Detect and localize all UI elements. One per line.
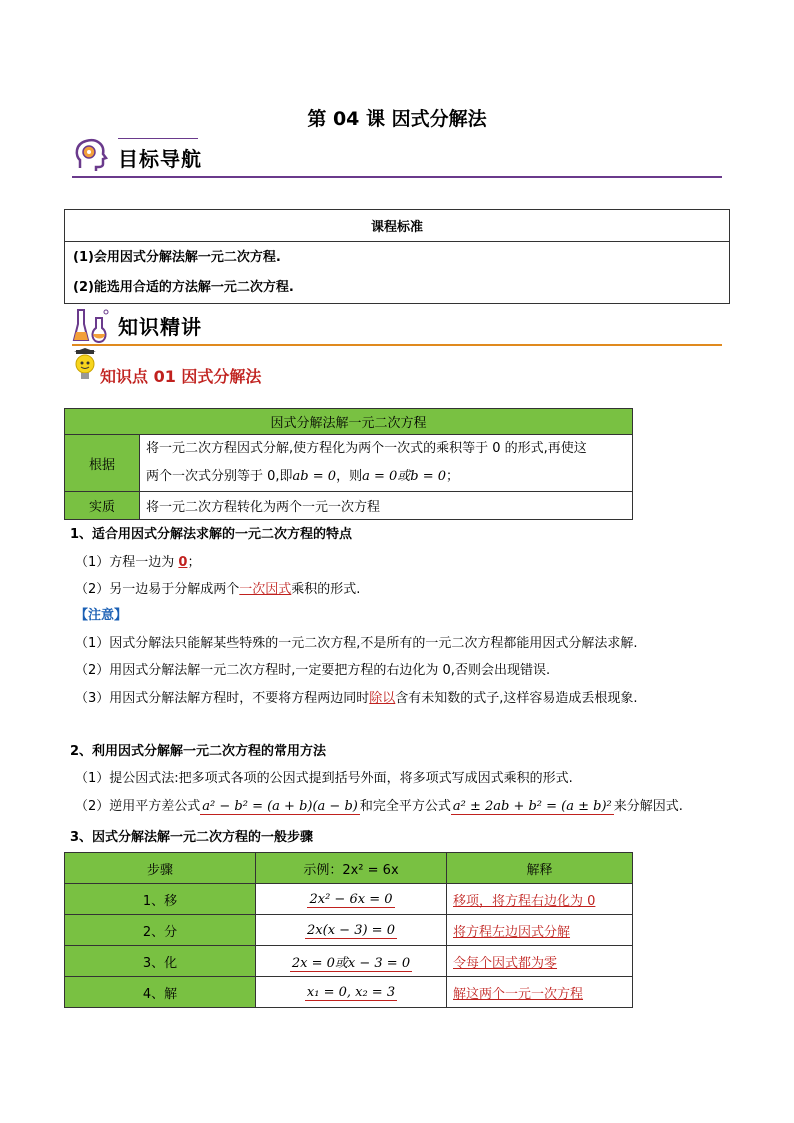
- section-header-goals: [72, 138, 722, 178]
- method-text: [140, 435, 633, 492]
- method-text-line: [146, 463, 626, 491]
- method-text-line: 将一元二次方程因式分解,使方程化为两个一次式的乘积等于 0 的形式,再使这: [146, 441, 587, 456]
- method-item: （1）提公因式法:把多项式各项的公因式提到括号外面，将多项式写成因式乘积的形式.: [75, 771, 573, 786]
- explain-cell: [447, 915, 633, 946]
- equation: 2x(x − 3) = 0: [307, 922, 395, 938]
- header-divider: [72, 344, 722, 346]
- feature-text: 乘积的形式.: [291, 582, 361, 597]
- equation: ab = 0: [292, 469, 337, 484]
- explain-cell: [447, 977, 633, 1008]
- method-table-header: 因式分解法解一元二次方程: [65, 409, 633, 435]
- step-cell: 4、解: [65, 977, 256, 1008]
- header-divider: [72, 176, 722, 178]
- table-row: [65, 977, 633, 1008]
- header-decor-line: [118, 138, 198, 139]
- feature-text: （2）另一边易于分解成两个: [75, 582, 240, 597]
- step-cell: 1、移: [65, 884, 256, 915]
- example-cell: [256, 977, 447, 1008]
- standard-item: (1)会用因式分解法解一元二次方程.: [73, 249, 281, 265]
- steps-heading: 3、因式分解法解一元二次方程的一般步骤: [70, 830, 314, 845]
- column-header: 步骤: [65, 853, 256, 884]
- equation: a = 0或b = 0: [362, 469, 447, 484]
- feature-highlight: 一次因式: [239, 582, 292, 597]
- method-text: （2）逆用平方差公式: [75, 799, 201, 814]
- method-text: 来分解因式.: [613, 799, 683, 814]
- method-label: 实质: [65, 492, 140, 520]
- example-cell: [256, 946, 447, 977]
- note-text: （3）用因式分解法解方程时，不要将方程两边同时: [75, 691, 370, 706]
- note-highlight: 除以: [369, 691, 396, 706]
- explain-text: 将方程左边因式分解: [453, 924, 571, 940]
- table-header-row: [65, 853, 633, 884]
- table-row: [65, 884, 633, 915]
- feature-text: ；: [187, 555, 201, 570]
- method-text: 和完全平方公式: [359, 799, 451, 814]
- section-heading: 目标导航: [118, 147, 202, 171]
- note-text: 含有未知数的式子,这样容易造成丢根现象.: [395, 691, 638, 706]
- table-row: [65, 915, 633, 946]
- feature-text: （1）方程一边为: [75, 555, 179, 570]
- method-text: 将一元二次方程转化为两个一元一次方程: [140, 492, 633, 520]
- explain-text: 移项，将方程右边化为 0: [453, 893, 596, 909]
- features-heading: 1、适合用因式分解法求解的一元二次方程的特点: [70, 527, 353, 542]
- explain-text: 解这两个一元一次方程: [453, 986, 584, 1002]
- method-text-part: ，则: [336, 469, 363, 484]
- equation: a² − b² = (a + b)(a − b): [202, 799, 358, 814]
- standards-table: [64, 209, 730, 304]
- explain-text: 令每个因式都为零: [453, 955, 558, 971]
- step-cell: 3、化: [65, 946, 256, 977]
- note-label: 【注意】: [75, 608, 128, 623]
- methods-heading: 2、利用因式分解解一元二次方程的常用方法: [70, 744, 327, 759]
- table-row: [65, 946, 633, 977]
- column-header: 解释: [447, 853, 633, 884]
- section-heading: 知识精讲: [118, 315, 202, 339]
- feature-item: [75, 551, 200, 570]
- note-item: （1）因式分解法只能解某些特殊的一元二次方程,不是所有的一元二次方程都能用因式分解法求解.: [75, 636, 638, 651]
- section-header-knowledge: [72, 306, 722, 346]
- equation: 2x² − 6x = 0: [309, 891, 393, 907]
- equation: x₁ = 0, x₂ = 3: [306, 984, 396, 1000]
- standards-content: [65, 242, 730, 304]
- example-cell: [256, 915, 447, 946]
- knowledge-point-title: 知识点 01 因式分解法: [100, 367, 262, 386]
- steps-table: [64, 852, 633, 1008]
- standard-item: (2)能选用合适的方法解一元二次方程.: [73, 279, 294, 295]
- bulb-icon: [70, 348, 100, 384]
- column-header: 示例：2x² = 6x: [256, 853, 447, 884]
- explain-cell: [447, 884, 633, 915]
- method-table: [64, 408, 633, 520]
- equation: a² ± 2ab + b² = (a ± b)²: [452, 799, 612, 814]
- step-cell: 2、分: [65, 915, 256, 946]
- standards-header: 课程标准: [65, 210, 730, 242]
- equation: 2x = 0或x − 3 = 0: [291, 955, 411, 971]
- method-label: 根据: [65, 435, 140, 492]
- method-text-part: ；: [446, 469, 460, 484]
- page-title: 第 04 课 因式分解法: [307, 108, 487, 130]
- explain-cell: [447, 946, 633, 977]
- feature-item: [75, 578, 360, 597]
- example-cell: [256, 884, 447, 915]
- note-item: [75, 687, 638, 706]
- feature-highlight: 0: [178, 555, 188, 570]
- note-item: （2）用因式分解法解一元二次方程时,一定要把方程的右边化为 0,否则会出现错误.: [75, 663, 551, 678]
- method-text-part: 两个一次式分别等于 0,即: [146, 469, 293, 484]
- method-item: [75, 795, 683, 814]
